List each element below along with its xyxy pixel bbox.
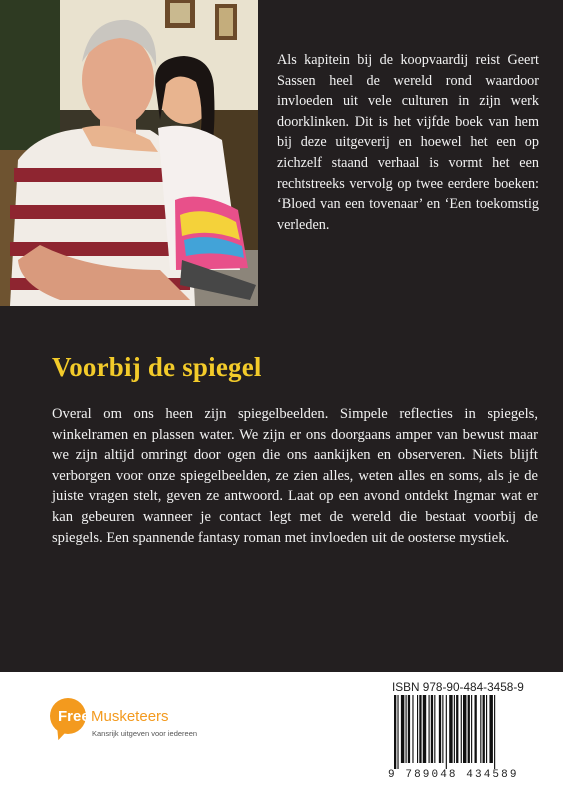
- author-photo: [0, 0, 258, 306]
- logo-word-free: Free: [58, 708, 90, 725]
- publisher-tagline: Kansrijk uitgeven voor iedereen: [92, 729, 198, 738]
- logo-word-musketeers: Musketeers: [91, 708, 169, 725]
- book-blurb: Overal om ons heen zijn spiegelbeelden. Simpele reflecties in spiegels, winkelramen en plassen water. We zijn er ons doorgaans amper van bewust maar we zijn altijd omringt door ogen die ons aankijken en observeren. Niets blijft verborgen voor onze spiegelbeelden, ze zien alles, weten alles en soms, als je de juiste vragen stelt, geven ze antwoord. Laat op een avond ontdekt Ingmar wat er kan gebeuren wanneer je contact legt met de wereld die bestaat voorbij de spiegels. Een spannende fantasy roman met invloeden uit de oosterse mystiek.: [52, 406, 538, 546]
- isbn-label: ISBN 978-90-484-3458-9: [392, 680, 524, 694]
- barcode-icon: [392, 695, 540, 769]
- publisher-logo: [50, 698, 200, 758]
- book-title: Voorbij de spiegel: [52, 352, 262, 382]
- author-bio: Als kapitein bij de koopvaardij reist Geert Sassen heel de wereld rond waardoor invloeden uit vele culturen in zijn werk doorklinken. Dit is het vijfde boek van hem bij deze uitgeverij en hoewel het een op zichzelf staand verhaal is vormt het een rechtstreeks vervolg op twee eerdere boeken: ‘Bloed van een tovenaar’ en ‘Een toekomstig verleden.: [277, 52, 539, 233]
- barcode-digits: 9 789048 434589: [388, 769, 519, 781]
